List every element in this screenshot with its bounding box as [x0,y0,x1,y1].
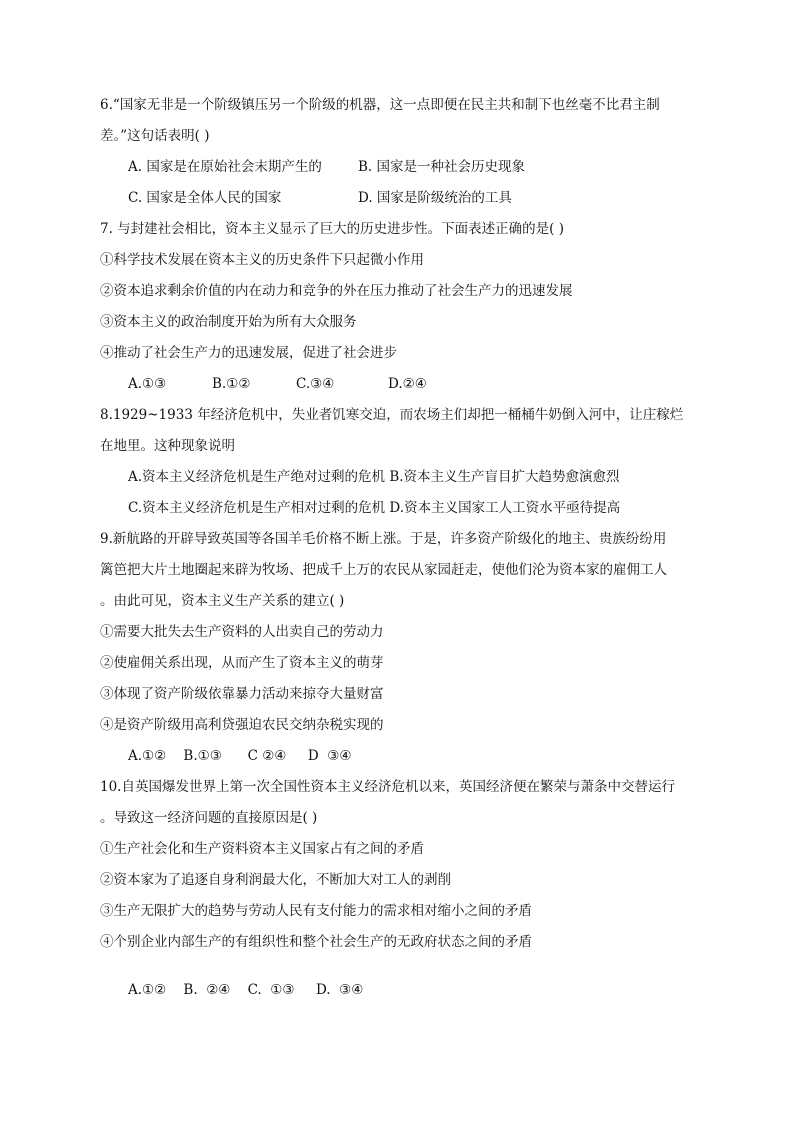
q10-item-2: ②资本家为了追逐自身利润最大化，不断加大对工人的剥削 [100,872,451,888]
q6-option-b: B. 国家是一种社会历史现象 [358,159,526,175]
q8-options-line2: C.资本主义经济危机是生产相对过剩的危机 D.资本主义国家工人工资水平亟待提高 [128,500,621,516]
q6-option-c: C. 国家是全体人民的国家 [128,190,282,206]
q7-option-b: B.①② [212,376,251,392]
q7-item-3: ③资本主义的政治制度开始为所有大众服务 [100,314,357,330]
q7-item-2: ②资本追求剩余价值的内在动力和竞争的外在压力推动了社会生产力的迅速发展 [100,283,573,299]
q8-stem-line1: 8.1929~1933 年经济危机中，失业者饥寒交迫，而农场主们却把一桶桶牛奶倒入河中，让庄稼烂 [100,407,684,423]
q9-stem-line3: 。由此可见，资本主义生产关系的建立( ) [100,593,345,609]
q9-options: A.①② B.①③ C ②④ D ③④ [128,748,352,764]
q8-options-line1: A.资本主义经济危机是生产绝对过剩的危机 B.资本主义生产盲目扩大趋势愈演愈烈 [128,469,620,485]
q10-stem-line2: 。导致这一经济问题的直接原因是( ) [100,810,318,826]
q7-item-4: ④推动了社会生产力的迅速发展，促进了社会进步 [100,345,397,361]
q9-item-4: ④是资产阶级用高利贷强迫农民交纳杂税实现的 [100,717,384,733]
q6-option-a: A. 国家是在原始社会末期产生的 [128,159,322,175]
q6-stem-line2: 差。”这句话表明( ) [100,128,210,144]
q7-option-a: A.①③ [128,376,167,392]
q10-stem-line1: 10.自英国爆发世界上第一次全国性资本主义经济危机以来，英国经济便在繁荣与萧条中交替运行 [100,779,675,795]
q7-option-c: C.③④ [296,376,335,392]
q9-stem-line1: 9.新航路的开辟导致英国等各国羊毛价格不断上涨。于是，许多资产阶级化的地主、贵族纷纷用 [100,531,667,547]
q6-stem-line1: 6.“国家无非是一个阶级镇压另一个阶级的机器，这一点即便在民主共和制下也丝毫不比君主制 [100,97,660,113]
q6-option-d: D. 国家是阶级统治的工具 [358,190,512,206]
q9-item-1: ①需要大批失去生产资料的人出卖自己的劳动力 [100,624,384,640]
q7-option-d: D.②④ [388,376,427,392]
q10-item-3: ③生产无限扩大的趋势与劳动人民有支付能力的需求相对缩小之间的矛盾 [100,903,532,919]
q10-item-4: ④个别企业内部生产的有组织性和整个社会生产的无政府状态之间的矛盾 [100,934,532,950]
q7-stem: 7. 与封建社会相比，资本主义显示了巨大的历史进步性。下面表述正确的是( ) [100,221,564,237]
q7-item-1: ①科学技术发展在资本主义的历史条件下只起微小作用 [100,252,424,268]
q9-stem-line2: 篱笆把大片土地圈起来辟为牧场、把成千上万的农民从家园赶走，使他们沦为资本家的雇佣工人 [100,562,667,578]
q10-options: A.①② B. ②④ C. ①③ D. ③④ [128,982,364,998]
q9-item-3: ③体现了资产阶级依靠暴力活动来掠夺大量财富 [100,686,384,702]
q8-stem-line2: 在地里。这种现象说明 [100,438,235,454]
q10-item-1: ①生产社会化和生产资料资本主义国家占有之间的矛盾 [100,841,424,857]
q9-item-2: ②使雇佣关系出现，从而产生了资本主义的萌芽 [100,655,384,671]
